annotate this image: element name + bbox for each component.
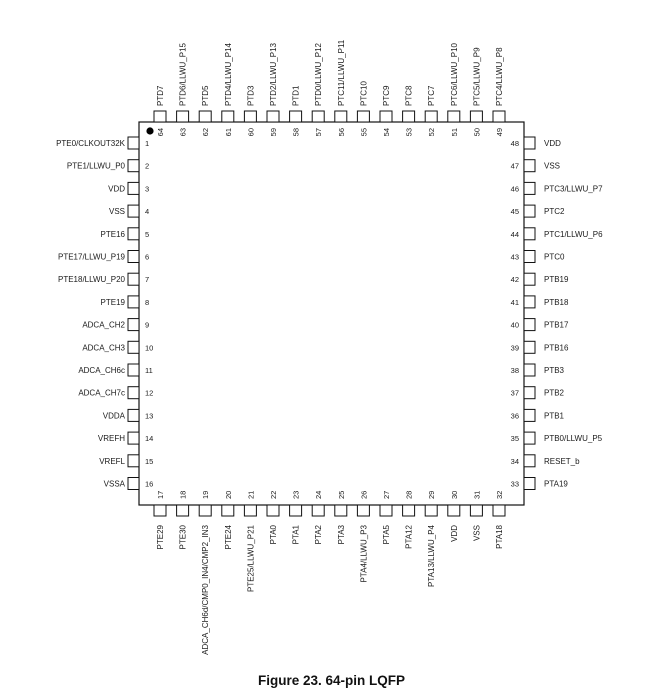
pin-label-adca-ch6d-cmp0-in4-cmp2-in3: ADCA_CH6d/CMP0_IN4/CMP2_IN3 bbox=[201, 525, 211, 655]
pin-label-ptd4-llwu-p14: PTD4/LLWU_P14 bbox=[223, 43, 233, 106]
pin-17 bbox=[154, 505, 166, 516]
pin-number-1: 1 bbox=[145, 139, 150, 148]
pin-label-pta4-llwu-p3: PTA4/LLWU_P3 bbox=[359, 525, 369, 583]
pin-23 bbox=[290, 505, 302, 516]
pin-label-ptd7: PTD7 bbox=[156, 85, 165, 106]
pin-number-35: 35 bbox=[510, 434, 519, 444]
pin-number-31: 31 bbox=[472, 490, 482, 499]
pin-label-pte19: PTE19 bbox=[100, 297, 125, 307]
chip-body bbox=[139, 122, 524, 505]
pin-number-3: 3 bbox=[145, 184, 150, 194]
pin-number-59: 59 bbox=[269, 128, 278, 137]
pin-label-vrefl: VREFL bbox=[99, 456, 125, 466]
pin-43 bbox=[524, 251, 535, 263]
pin-number-9: 9 bbox=[145, 320, 150, 330]
pin-1 bbox=[128, 137, 139, 149]
pin-label-ptd6-llwu-p15: PTD6/LLWU_P15 bbox=[178, 43, 188, 106]
pin-number-12: 12 bbox=[145, 388, 154, 398]
pin-13 bbox=[128, 409, 139, 421]
pin-64 bbox=[154, 111, 166, 122]
pin-label-vdd: VDD bbox=[449, 525, 459, 542]
pin-number-18: 18 bbox=[178, 490, 188, 499]
pin-label-pte16: PTE16 bbox=[100, 229, 125, 239]
pin-number-6: 6 bbox=[145, 252, 150, 262]
pin-number-61: 61 bbox=[223, 128, 233, 137]
pin-number-60: 60 bbox=[246, 128, 256, 137]
pin-number-58: 58 bbox=[291, 128, 301, 137]
pin-label-ptd5: PTD5 bbox=[201, 85, 211, 106]
pin-number-10: 10 bbox=[145, 343, 154, 353]
pin-label-pte0-clkout32k: PTE0/CLKOUT32K bbox=[56, 139, 125, 148]
pin-number-5: 5 bbox=[145, 229, 150, 239]
pin-18 bbox=[177, 505, 189, 516]
pin-24 bbox=[312, 505, 324, 516]
pin-number-32: 32 bbox=[495, 490, 504, 499]
pin-54 bbox=[380, 111, 392, 122]
pin-label-vss: VSS bbox=[108, 207, 125, 217]
pin-label-adca-ch7c: ADCA_CH7c bbox=[78, 388, 125, 398]
pin-10 bbox=[128, 341, 139, 353]
pin-label-ptc8: PTC8 bbox=[404, 85, 414, 106]
pin-label-ptc2: PTC2 bbox=[544, 207, 565, 217]
pin-number-63: 63 bbox=[178, 128, 188, 137]
pin-label-pte1-llwu-p0: PTE1/LLWU_P0 bbox=[66, 161, 125, 171]
figure-caption: Figure 23. 64-pin LQFP bbox=[257, 673, 406, 688]
pin-label-ptb16: PTB16 bbox=[544, 343, 569, 353]
pin-label-ptc6-llwu-p10: PTC6/LLWU_P10 bbox=[449, 43, 459, 106]
pin-57 bbox=[312, 111, 324, 122]
pin-label-adca-ch6c: ADCA_CH6c bbox=[78, 366, 125, 375]
pin-label-ptb19: PTB19 bbox=[544, 275, 569, 285]
pin-62 bbox=[199, 111, 211, 122]
pin-number-39: 39 bbox=[510, 343, 519, 353]
pin-label-ptc5-llwu-p9: PTC5/LLWU_P9 bbox=[472, 47, 482, 106]
pin-34 bbox=[524, 455, 535, 467]
pin-number-28: 28 bbox=[404, 490, 414, 499]
pin-30 bbox=[448, 505, 460, 516]
pin-label-pte17-llwu-p19: PTE17/LLWU_P19 bbox=[58, 252, 125, 262]
pin-number-43: 43 bbox=[510, 252, 519, 262]
pin-number-4: 4 bbox=[145, 207, 150, 217]
pin-label-adca-ch3: ADCA_CH3 bbox=[82, 343, 125, 353]
pin-number-19: 19 bbox=[201, 490, 211, 499]
pin-label-pta2: PTA2 bbox=[314, 525, 324, 545]
pin-21 bbox=[244, 505, 256, 516]
pin-label-ptd1: PTD1 bbox=[291, 85, 301, 106]
pin-label-ptc0: PTC0 bbox=[544, 252, 565, 262]
pin-number-46: 46 bbox=[510, 184, 519, 194]
pin-label-pte25-llwu-p21: PTE25/LLWU_P21 bbox=[246, 525, 256, 592]
pin-label-ptd3: PTD3 bbox=[246, 85, 256, 106]
pin-label-ptb3: PTB3 bbox=[544, 366, 565, 375]
pin-49 bbox=[493, 111, 505, 122]
pin-number-21: 21 bbox=[246, 490, 256, 499]
pin-label-pta12: PTA12 bbox=[404, 525, 414, 549]
pin-number-64: 64 bbox=[156, 128, 165, 137]
pin-label-pta0: PTA0 bbox=[269, 525, 278, 545]
pin-label-vss: VSS bbox=[544, 161, 561, 171]
pin-59 bbox=[267, 111, 279, 122]
pin-number-52: 52 bbox=[427, 128, 437, 137]
pin-25 bbox=[335, 505, 347, 516]
pin-number-50: 50 bbox=[472, 128, 482, 137]
pin-label-vssa: VSSA bbox=[103, 479, 125, 489]
pin-32 bbox=[493, 505, 505, 516]
pin-number-13: 13 bbox=[145, 411, 154, 421]
pin-42 bbox=[524, 273, 535, 285]
pin-label-pta13-llwu-p4: PTA13/LLWU_P4 bbox=[427, 525, 437, 587]
pin-number-23: 23 bbox=[291, 490, 301, 499]
pin-number-27: 27 bbox=[382, 490, 391, 499]
pin-number-15: 15 bbox=[145, 456, 154, 466]
pin-number-53: 53 bbox=[404, 128, 414, 137]
pin-number-22: 22 bbox=[269, 490, 278, 499]
pin-number-55: 55 bbox=[359, 128, 369, 137]
pin-number-51: 51 bbox=[449, 128, 459, 137]
pin-6 bbox=[128, 251, 139, 263]
pin-number-44: 44 bbox=[510, 229, 519, 239]
pin-label-pta18: PTA18 bbox=[495, 525, 504, 549]
pin-58 bbox=[290, 111, 302, 122]
pin-56 bbox=[335, 111, 347, 122]
pin-47 bbox=[524, 160, 535, 172]
pin-53 bbox=[403, 111, 415, 122]
pin-39 bbox=[524, 341, 535, 353]
pin-label-ptb17: PTB17 bbox=[544, 320, 569, 330]
pin-number-8: 8 bbox=[145, 297, 150, 307]
pin-9 bbox=[128, 319, 139, 331]
pin-number-54: 54 bbox=[382, 128, 391, 137]
pin-16 bbox=[128, 478, 139, 490]
pin-label-reset-b: RESET_b bbox=[544, 456, 580, 466]
pin-label-ptc10: PTC10 bbox=[359, 81, 369, 106]
pin-44 bbox=[524, 228, 535, 240]
pin-label-ptb2: PTB2 bbox=[544, 388, 565, 398]
pin-label-ptc1-llwu-p6: PTC1/LLWU_P6 bbox=[544, 229, 603, 239]
pin-3 bbox=[128, 182, 139, 194]
pin-28 bbox=[403, 505, 415, 516]
pin-15 bbox=[128, 455, 139, 467]
pin-14 bbox=[128, 432, 139, 444]
pin-41 bbox=[524, 296, 535, 308]
pin-number-25: 25 bbox=[336, 490, 346, 499]
pin-12 bbox=[128, 387, 139, 399]
pin-number-20: 20 bbox=[223, 490, 233, 499]
pin-label-vss: VSS bbox=[472, 525, 482, 542]
pin-label-ptd2-llwu-p13: PTD2/LLWU_P13 bbox=[269, 43, 278, 106]
pin-label-pta3: PTA3 bbox=[336, 525, 346, 545]
pin-number-41: 41 bbox=[510, 297, 519, 307]
pin-number-16: 16 bbox=[145, 479, 154, 489]
pin-number-30: 30 bbox=[449, 490, 459, 499]
pin-number-14: 14 bbox=[145, 434, 154, 444]
pin-label-ptc7: PTC7 bbox=[427, 85, 437, 106]
pin-7 bbox=[128, 273, 139, 285]
pin-number-62: 62 bbox=[201, 128, 211, 137]
pin-51 bbox=[448, 111, 460, 122]
pin-label-ptb0-llwu-p5: PTB0/LLWU_P5 bbox=[544, 434, 603, 444]
pin-22 bbox=[267, 505, 279, 516]
pin-label-ptd0-llwu-p12: PTD0/LLWU_P12 bbox=[314, 43, 324, 106]
pin-45 bbox=[524, 205, 535, 217]
pin-label-pte24: PTE24 bbox=[223, 525, 233, 550]
pin-number-45: 45 bbox=[510, 207, 519, 217]
pin-label-ptb1: PTB1 bbox=[544, 411, 565, 421]
pin-61 bbox=[222, 111, 234, 122]
pin-number-48: 48 bbox=[510, 139, 519, 148]
pin-38 bbox=[524, 364, 535, 376]
pin-label-ptc11-llwu-p11: PTC11/LLWU_P11 bbox=[336, 39, 346, 106]
pin-40 bbox=[524, 319, 535, 331]
pin-29 bbox=[425, 505, 437, 516]
pin-number-7: 7 bbox=[145, 275, 150, 285]
pin-8 bbox=[128, 296, 139, 308]
pin-55 bbox=[357, 111, 369, 122]
pin-label-pta5: PTA5 bbox=[382, 525, 391, 545]
pin-number-38: 38 bbox=[510, 366, 519, 375]
pin-4 bbox=[128, 205, 139, 217]
pin-63 bbox=[177, 111, 189, 122]
pin-48 bbox=[524, 137, 535, 149]
pin-number-29: 29 bbox=[427, 490, 437, 499]
pin-number-40: 40 bbox=[510, 320, 519, 330]
pin-number-56: 56 bbox=[336, 128, 346, 137]
pin-number-42: 42 bbox=[510, 275, 519, 285]
pin-number-2: 2 bbox=[145, 161, 150, 171]
pin-19 bbox=[199, 505, 211, 516]
pin-label-vrefh: VREFH bbox=[97, 434, 125, 444]
pin-27 bbox=[380, 505, 392, 516]
pin-label-vdd: VDD bbox=[108, 184, 125, 194]
pin-label-pte18-llwu-p20: PTE18/LLWU_P20 bbox=[58, 275, 125, 285]
pin-label-vdd: VDD bbox=[544, 139, 561, 148]
pin-2 bbox=[128, 160, 139, 172]
pin-number-36: 36 bbox=[510, 411, 519, 421]
pin-label-ptc4-llwu-p8: PTC4/LLWU_P8 bbox=[495, 47, 504, 106]
pin-52 bbox=[425, 111, 437, 122]
pin-20 bbox=[222, 505, 234, 516]
pin-label-ptb18: PTB18 bbox=[544, 297, 569, 307]
pin-50 bbox=[470, 111, 482, 122]
pin-number-11: 11 bbox=[145, 366, 153, 375]
pin-31 bbox=[470, 505, 482, 516]
pin-label-ptc9: PTC9 bbox=[382, 85, 391, 106]
pin-label-adca-ch2: ADCA_CH2 bbox=[82, 320, 125, 330]
pin-label-pte30: PTE30 bbox=[178, 525, 188, 550]
pin-label-pta1: PTA1 bbox=[291, 525, 301, 545]
pin-35 bbox=[524, 432, 535, 444]
pin-26 bbox=[357, 505, 369, 516]
pin-number-37: 37 bbox=[510, 388, 519, 398]
pin-5 bbox=[128, 228, 139, 240]
pin-36 bbox=[524, 409, 535, 421]
pin-11 bbox=[128, 364, 139, 376]
pin-number-34: 34 bbox=[510, 456, 519, 466]
pin-number-49: 49 bbox=[495, 128, 504, 137]
pin-number-47: 47 bbox=[510, 161, 519, 171]
pin1-indicator bbox=[146, 127, 153, 134]
pin-label-ptc3-llwu-p7: PTC3/LLWU_P7 bbox=[544, 184, 603, 194]
pin-46 bbox=[524, 182, 535, 194]
pin-33 bbox=[524, 478, 535, 490]
pin-number-33: 33 bbox=[510, 479, 519, 489]
pin-37 bbox=[524, 387, 535, 399]
pin-number-57: 57 bbox=[314, 128, 324, 137]
pin-number-26: 26 bbox=[359, 490, 369, 499]
pin-label-pte29: PTE29 bbox=[156, 525, 165, 550]
pin-number-17: 17 bbox=[156, 490, 165, 499]
pin-number-24: 24 bbox=[314, 490, 324, 499]
pin-label-vdda: VDDA bbox=[102, 411, 125, 421]
pin-label-pta19: PTA19 bbox=[544, 479, 568, 489]
pin-60 bbox=[244, 111, 256, 122]
